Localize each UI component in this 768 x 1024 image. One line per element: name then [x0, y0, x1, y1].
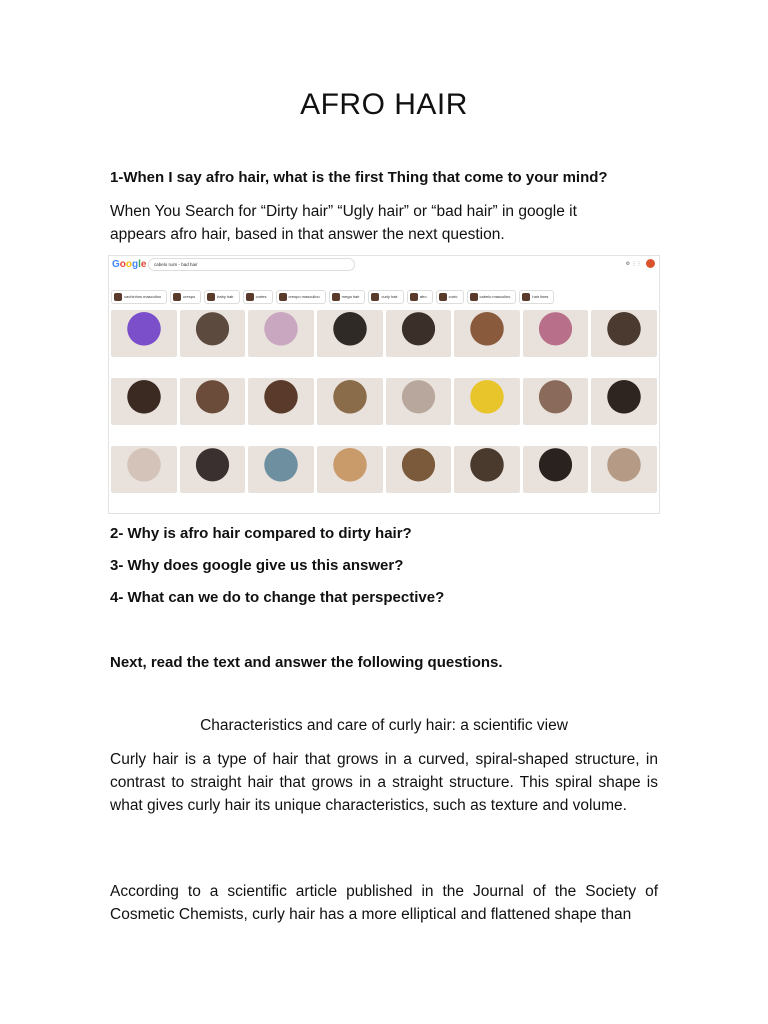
image-thumbnail — [180, 378, 246, 425]
search-chip — [467, 290, 517, 304]
image-thumbnail — [591, 310, 657, 357]
google-header — [109, 256, 659, 274]
image-row — [111, 310, 657, 376]
question-3: 3- Why does google give us this answer? — [110, 557, 404, 574]
image-thumbnail — [386, 446, 452, 493]
image-thumbnail — [591, 446, 657, 493]
image-result — [386, 310, 452, 357]
chip-label: crespo — [183, 294, 196, 299]
image-row — [111, 378, 657, 444]
chip-label: afro — [419, 294, 427, 299]
image-result — [591, 378, 657, 425]
chip-thumbnail-icon — [246, 293, 254, 301]
chip-thumbnail-icon — [410, 293, 418, 301]
chip-thumbnail-icon — [173, 293, 181, 301]
image-thumbnail — [111, 378, 177, 425]
image-thumbnail — [386, 310, 452, 357]
search-chip — [329, 290, 366, 304]
avatar — [646, 259, 655, 268]
chip-thumbnail-icon — [114, 293, 122, 301]
image-result — [591, 446, 657, 493]
chip-label: cachinhos masculino — [124, 294, 162, 299]
image-result — [111, 446, 177, 493]
suggestion-chips — [111, 290, 657, 304]
search-chip — [204, 290, 239, 304]
image-result — [180, 310, 246, 357]
search-chip — [519, 290, 554, 304]
intro-paragraph: When You Search for “Dirty hair” “Ugly hair” or “bad hair” in google it appears afro hair, based in that answer the next question. — [110, 203, 577, 243]
page-title: AFRO HAIR — [300, 88, 468, 121]
image-thumbnail — [454, 378, 520, 425]
image-results-grid — [111, 310, 657, 514]
image-result — [317, 446, 383, 493]
header-icons — [626, 259, 655, 268]
image-thumbnail — [180, 446, 246, 493]
search-chip — [243, 290, 273, 304]
image-thumbnail — [111, 446, 177, 493]
google-search-screenshot — [108, 255, 660, 514]
image-thumbnail — [180, 310, 246, 357]
image-result — [386, 378, 452, 425]
image-result — [180, 446, 246, 493]
image-thumbnail — [111, 310, 177, 357]
image-thumbnail — [523, 310, 589, 357]
image-thumbnail — [523, 378, 589, 425]
image-thumbnail — [386, 378, 452, 425]
settings-icon: ⚙ — [625, 260, 631, 267]
image-result — [523, 378, 589, 425]
chip-label: crespo masculino — [288, 294, 320, 299]
question-1: 1-When I say afro hair, what is the first Thing that come to your mind? — [110, 169, 608, 186]
search-chip — [170, 290, 201, 304]
image-result — [111, 378, 177, 425]
image-result — [248, 446, 314, 493]
next-instruction: Next, read the text and answer the following questions. — [110, 654, 503, 671]
image-thumbnail — [317, 310, 383, 357]
search-chip — [368, 290, 403, 304]
image-result — [591, 310, 657, 357]
image-thumbnail — [248, 310, 314, 357]
paragraph-2: According to a scientific article published in the Journal of the Society of Cosmetic Chemists, curly hair has a more elliptical and flattened shape than — [110, 883, 658, 923]
image-thumbnail — [248, 378, 314, 425]
chip-label: baby hair — [217, 294, 234, 299]
search-box: cabelo ruim - bad hair — [149, 259, 354, 270]
chip-label: cabelo masculino — [479, 294, 511, 299]
image-result — [523, 446, 589, 493]
chip-thumbnail-icon — [207, 293, 215, 301]
image-thumbnail — [454, 310, 520, 357]
chip-label: mega hair — [341, 294, 360, 299]
apps-icon: ⋮⋮ — [631, 260, 642, 267]
image-thumbnail — [454, 446, 520, 493]
chip-thumbnail-icon — [522, 293, 530, 301]
chip-label: cortes — [255, 294, 267, 299]
image-thumbnail — [317, 378, 383, 425]
chip-thumbnail-icon — [279, 293, 287, 301]
image-result — [111, 310, 177, 357]
image-result — [317, 378, 383, 425]
search-chip — [276, 290, 326, 304]
chip-thumbnail-icon — [439, 293, 447, 301]
section-subtitle: Characteristics and care of curly hair: a scientific view — [200, 717, 568, 734]
image-result — [454, 310, 520, 357]
image-thumbnail — [591, 378, 657, 425]
image-result — [454, 378, 520, 425]
chip-thumbnail-icon — [332, 293, 340, 301]
question-2: 2- Why is afro hair compared to dirty hair? — [110, 525, 412, 542]
image-thumbnail — [523, 446, 589, 493]
image-result — [248, 378, 314, 425]
search-tabs — [157, 277, 175, 282]
search-chip — [436, 290, 464, 304]
chip-thumbnail-icon — [470, 293, 478, 301]
chip-label: curly hair — [381, 294, 398, 299]
image-result — [248, 310, 314, 357]
image-thumbnail — [317, 446, 383, 493]
question-4: 4- What can we do to change that perspective? — [110, 589, 445, 606]
chip-label: curto — [448, 294, 458, 299]
paragraph-1: Curly hair is a type of hair that grows in a curved, spiral-shaped structure, in contrast to straight hair that grows in a straight structure. This spiral shape is what gives curly hair its unique characteristics, such as texture and volume. — [110, 751, 658, 814]
image-result — [454, 446, 520, 493]
image-result — [317, 310, 383, 357]
image-result — [386, 446, 452, 493]
google-logo: Google — [112, 259, 147, 270]
chip-thumbnail-icon — [371, 293, 379, 301]
search-chip — [407, 290, 433, 304]
image-result — [523, 310, 589, 357]
image-result — [180, 378, 246, 425]
image-thumbnail — [248, 446, 314, 493]
search-chip — [111, 290, 167, 304]
chip-label: hair lines — [532, 294, 549, 299]
image-row — [111, 446, 657, 512]
